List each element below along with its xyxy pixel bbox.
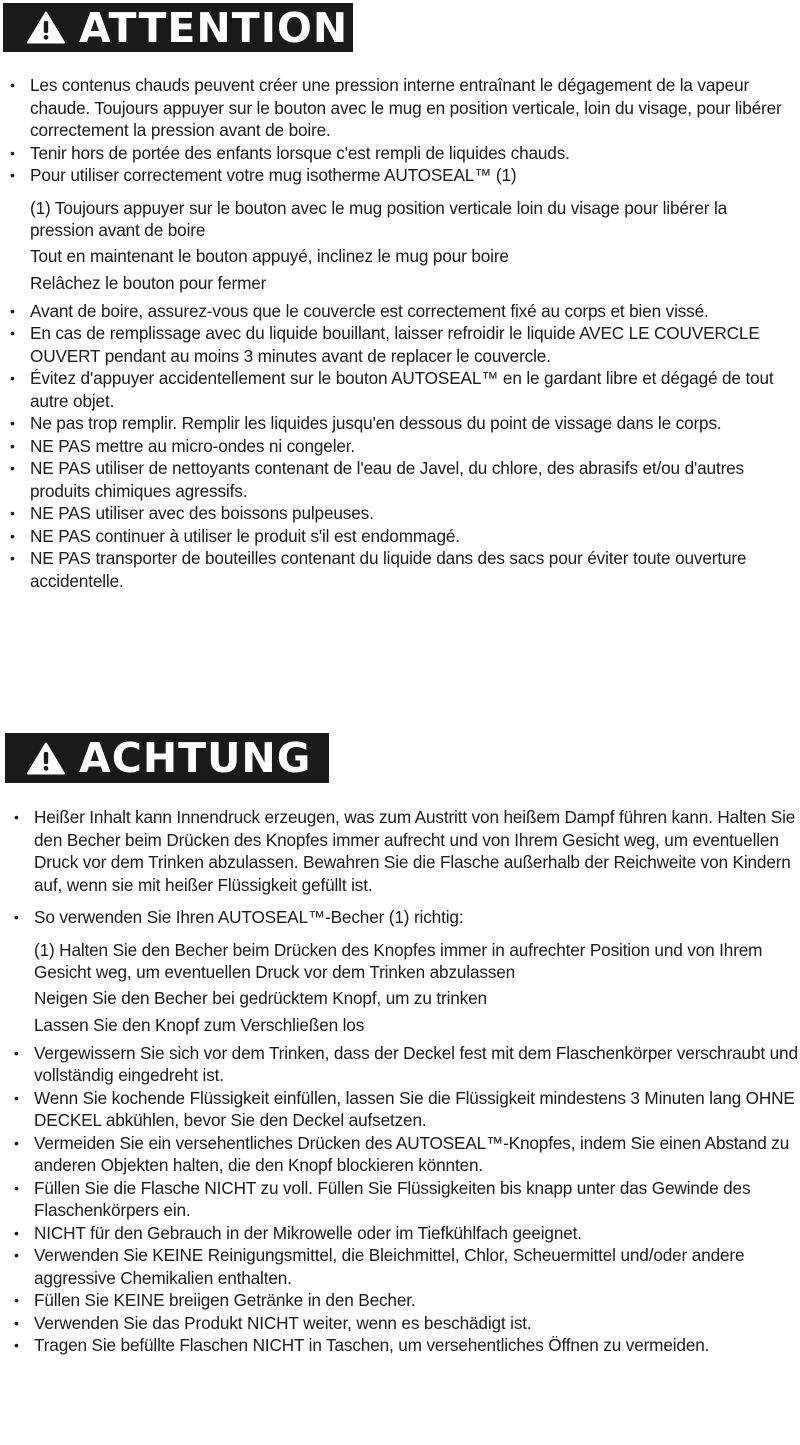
list-item: • Évitez d'appuyer accidentellement sur le bouton AUTOSEAL™ en le gardant libre et dégagé de tout autre objet. [10, 367, 790, 412]
list-item: • Pour utiliser correctement votre mug isotherme AUTOSEAL™ (1) [10, 164, 790, 187]
usage-steps [34, 939, 800, 1037]
french-warning-list [10, 74, 790, 592]
usage-step: Neigen Sie den Becher bei gedrücktem Knopf, um zu trinken [34, 987, 487, 1008]
warning-triangle-icon [27, 742, 65, 775]
list-item: • Wenn Sie kochende Flüssigkeit einfüllen, lassen Sie die Flüssigkeit mindestens 3 Minuten lang OHNE DECKEL abkühlen, bevor Sie den Deckel aufsetzen. [14, 1087, 800, 1132]
list-item: • Verwenden Sie KEINE Reinigungsmittel, die Bleichmittel, Chlor, Scheuermittel und/oder andere aggressive Chemikalien enthalten. [14, 1244, 800, 1289]
usage-steps [30, 197, 790, 295]
list-item: • Tragen Sie befüllte Flaschen NICHT in Taschen, um versehentliches Öffnen zu vermeiden. [14, 1334, 800, 1357]
list-item: • Ne pas trop remplir. Remplir les liquides jusqu'en dessous du point de vissage dans le corps. [10, 412, 790, 435]
list-item: • Les contenus chauds peuvent créer une pression interne entraînant le dégagement de la vapeur chaude. Toujours appuyer sur le bouton avec le mug en position verticale, loin du visage, pour libérer correctement la pression avant de boire. [10, 74, 790, 142]
german-warning-list [14, 806, 800, 1357]
usage-step: Tout en maintenant le bouton appuyé, inclinez le mug pour boire [30, 245, 509, 266]
list-item: • Füllen Sie die Flasche NICHT zu voll. Füllen Sie Flüssigkeiten bis knapp unter das Gewinde des Flaschenkörpers ein. [14, 1177, 800, 1222]
list-item: • En cas de remplissage avec du liquide bouillant, laisser refroidir le liquide AVEC LE COUVERCLE OUVERT pendant au moins 3 minutes avant de replacer le couvercle. [10, 322, 790, 367]
list-item: • NE PAS continuer à utiliser le produit s'il est endommagé. [10, 525, 790, 548]
list-item: • NE PAS transporter de bouteilles contenant du liquide dans des sacs pour éviter toute ouverture accidentelle. [10, 547, 790, 592]
list-item: • So verwenden Sie Ihren AUTOSEAL™-Becher (1) richtig: [14, 906, 800, 929]
attention-banner [3, 3, 353, 52]
list-item: • NE PAS utiliser avec des boissons pulpeuses. [10, 502, 790, 525]
list-item: • Vermeiden Sie ein versehentliches Drücken des AUTOSEAL™-Knopfes, indem Sie einen Abstand zu anderen Objekten halten, die den Knopf blockieren könnten. [14, 1132, 800, 1177]
list-item: • NE PAS utiliser de nettoyants contenant de l'eau de Javel, du chlore, des abrasifs et/ou d'autres produits chimiques agressifs. [10, 457, 790, 502]
usage-step: Relâchez le bouton pour fermer [30, 273, 267, 293]
list-item: • Heißer Inhalt kann Innendruck erzeugen, was zum Austritt von heißem Dampf führen kann. Halten Sie den Becher beim Drücken des Knopfes immer aufrecht und von Ihrem Gesicht weg, um eventuellen Druck vor dem Trinken abzulassen. Bewahren Sie die Flasche außerhalb der Reichweite von Kindern auf, wenn sie mit heißer Flüssigkeit gefüllt ist. [14, 806, 800, 896]
banner-title: ATTENTION [79, 3, 349, 52]
list-item: • Vergewissern Sie sich vor dem Trinken, dass der Deckel fest mit dem Flaschenkörper verschraubt und vollständig eingedreht ist. [14, 1042, 800, 1087]
usage-step: (1) Halten Sie den Becher beim Drücken des Knopfes immer in aufrechter Position und von Ihrem Gesicht weg, um eventuellen Druck vor dem Trinken abzulassen [34, 939, 763, 982]
list-item: • Füllen Sie KEINE breiigen Getränke in den Becher. [14, 1289, 800, 1312]
warning-triangle-icon [27, 11, 65, 44]
banner-title: ACHTUNG [79, 734, 312, 782]
list-item: • Avant de boire, assurez-vous que le couvercle est correctement fixé au corps et bien vissé. [10, 300, 790, 323]
list-item: • NICHT für den Gebrauch in der Mikrowelle oder im Tiefkühlfach geeignet. [14, 1222, 800, 1245]
usage-step: Lassen Sie den Knopf zum Verschließen los [34, 1015, 365, 1035]
usage-step: (1) Toujours appuyer sur le bouton avec le mug position verticale loin du visage pour libérer la pression avant de boire [30, 197, 728, 240]
list-item: • NE PAS mettre au micro-ondes ni congeler. [10, 435, 790, 458]
list-item: • Verwenden Sie das Produkt NICHT weiter, wenn es beschädigt ist. [14, 1312, 800, 1335]
list-item: • Tenir hors de portée des enfants lorsque c'est rempli de liquides chauds. [10, 142, 790, 165]
achtung-banner [5, 733, 329, 783]
